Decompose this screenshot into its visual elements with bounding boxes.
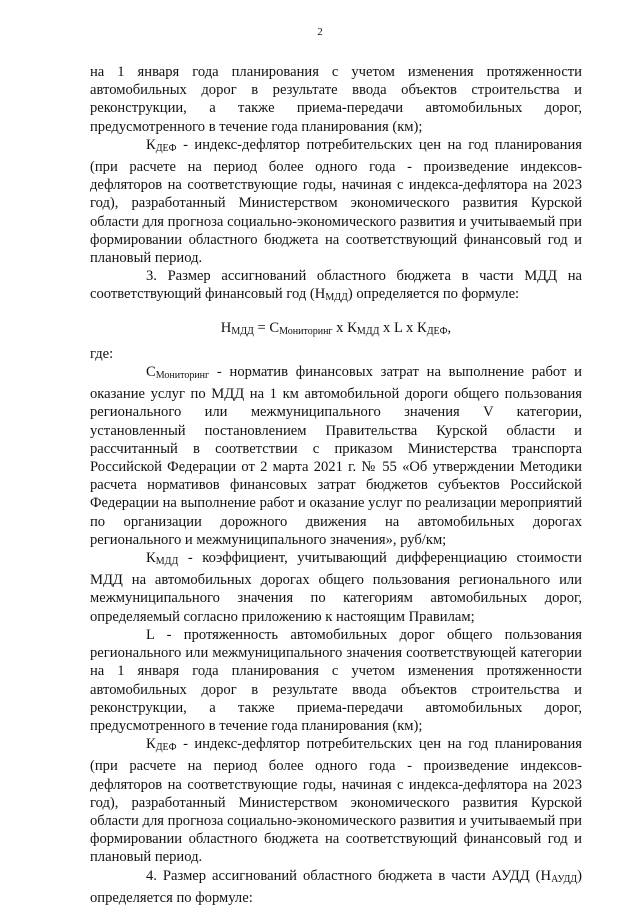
formula-part: , bbox=[447, 319, 452, 336]
symbol-subscript: МДД bbox=[325, 292, 348, 304]
definition-text: - индекс-дефлятор потребительских цен на год планирования (при расчете на период более одного года - произведение индексов-дефляторов на соответствующие годы, начиная с индекса-дефлятора на 2023 год), разработанный Министерством экономического развития Курской области для прогноза социально-экономического развития и учитываемый при формировании областного бюджета на соответствующий финансовый год и плановый период. bbox=[90, 736, 582, 866]
definition-text: - индекс-дефлятор потребительских цен на год планирования (при расчете на период более одного года - произведение индексов-дефляторов на соответствующие годы, начиная с индекса-дефлятора на 2023 год), разработанный Министерством экономического развития Курской области для прогноза социально-экономического развития и учитываемый при формировании областного бюджета на соответствующий финансовый год и плановый период. bbox=[90, 136, 582, 267]
paragraph-c-definition bbox=[90, 363, 582, 549]
formula-subscript: ДЕФ bbox=[426, 325, 448, 337]
formula-subscript: МДД bbox=[356, 325, 380, 337]
item-text-after: ) определяется по формуле: bbox=[90, 867, 582, 906]
symbol-c: С bbox=[146, 364, 156, 381]
paragraph-continuation: на 1 января года планирования с учетом изменения протяженности автомобильных дорог в результате ввода объектов строительства и реконструкции, а также приема-передачи автомобильных дорог, предусмотренного в течение года планирования (км); bbox=[90, 64, 582, 135]
symbol-k: К bbox=[146, 136, 156, 153]
paragraph-kdef-definition bbox=[90, 136, 582, 267]
paragraph-kmdd-definition bbox=[90, 549, 582, 626]
where-label: где: bbox=[90, 345, 114, 362]
symbol-subscript: МДД bbox=[155, 556, 179, 568]
definition-text: - коэффициент, учитывающий дифференциацию стоимости МДД на автомобильных дорогах общего пользования регионального или межмуниципального значения по категориям автомобильных дорог, определяемый согласно приложению к настоящим Правилам; bbox=[90, 550, 582, 625]
definition-text: - норматив финансовых затрат на выполнение работ и оказание услуг по МДД на 1 км автомобильной дороги общего пользования регионального или межмуниципального значения V категории, установленный постановлением Правительства Курской области и рассчитанный в соответствии с приказом Министерства транспорта Российской Федерации от 2 марта 2021 г. № 55 «Об утверждении Методики расчета нормативов финансовых затрат бюджетов субъектов Российской Федерации на выполнение работ и оказание услуг по реализации мероприятий по организации дорожного движения на автомобильных дорогах регионального и межмуниципального значения», руб/км; bbox=[90, 364, 582, 548]
formula-part: х К bbox=[332, 319, 357, 336]
document-body bbox=[90, 63, 582, 907]
item-text-after: ) определяется по формуле: bbox=[347, 286, 520, 303]
page-number: 2 bbox=[317, 26, 323, 38]
symbol-subscript: Мониторинг bbox=[155, 370, 210, 382]
formula-subscript: МДД bbox=[231, 325, 254, 337]
symbol-subscript: ДЕФ bbox=[155, 742, 177, 754]
symbol-k: К bbox=[146, 736, 156, 753]
paragraph-kdef-definition-2 bbox=[90, 735, 582, 866]
paragraph-item-4 bbox=[90, 867, 582, 907]
formula-part: = С bbox=[253, 319, 280, 336]
paragraph-item-3 bbox=[90, 267, 582, 307]
symbol-subscript: ДЕФ bbox=[155, 142, 177, 154]
item-text-before: 3. Размер ассигнований областного бюджета в части МДД на соответствующий финансовый год (Н bbox=[90, 268, 582, 303]
formula-part: х L х К bbox=[379, 319, 427, 336]
symbol-k: К bbox=[146, 550, 156, 567]
formula-subscript: Мониторинг bbox=[279, 325, 333, 337]
formula-h: Н bbox=[220, 319, 232, 336]
formula-mdd bbox=[90, 319, 582, 341]
symbol-subscript: АУДД bbox=[551, 873, 578, 885]
item-text-before: 4. Размер ассигнований областного бюджета в части АУДД (Н bbox=[146, 867, 552, 884]
paragraph-l-definition: L - протяженность автомобильных дорог общего пользования регионального или межмуниципального значения соответствующей категории на 1 января года планирования с учетом изменения протяженности автомобильных дорог в результате ввода объектов строительства и реконструкции, а также приема-передачи автомобильных дорог, предусмотренного в течение года планирования (км); bbox=[90, 626, 582, 734]
